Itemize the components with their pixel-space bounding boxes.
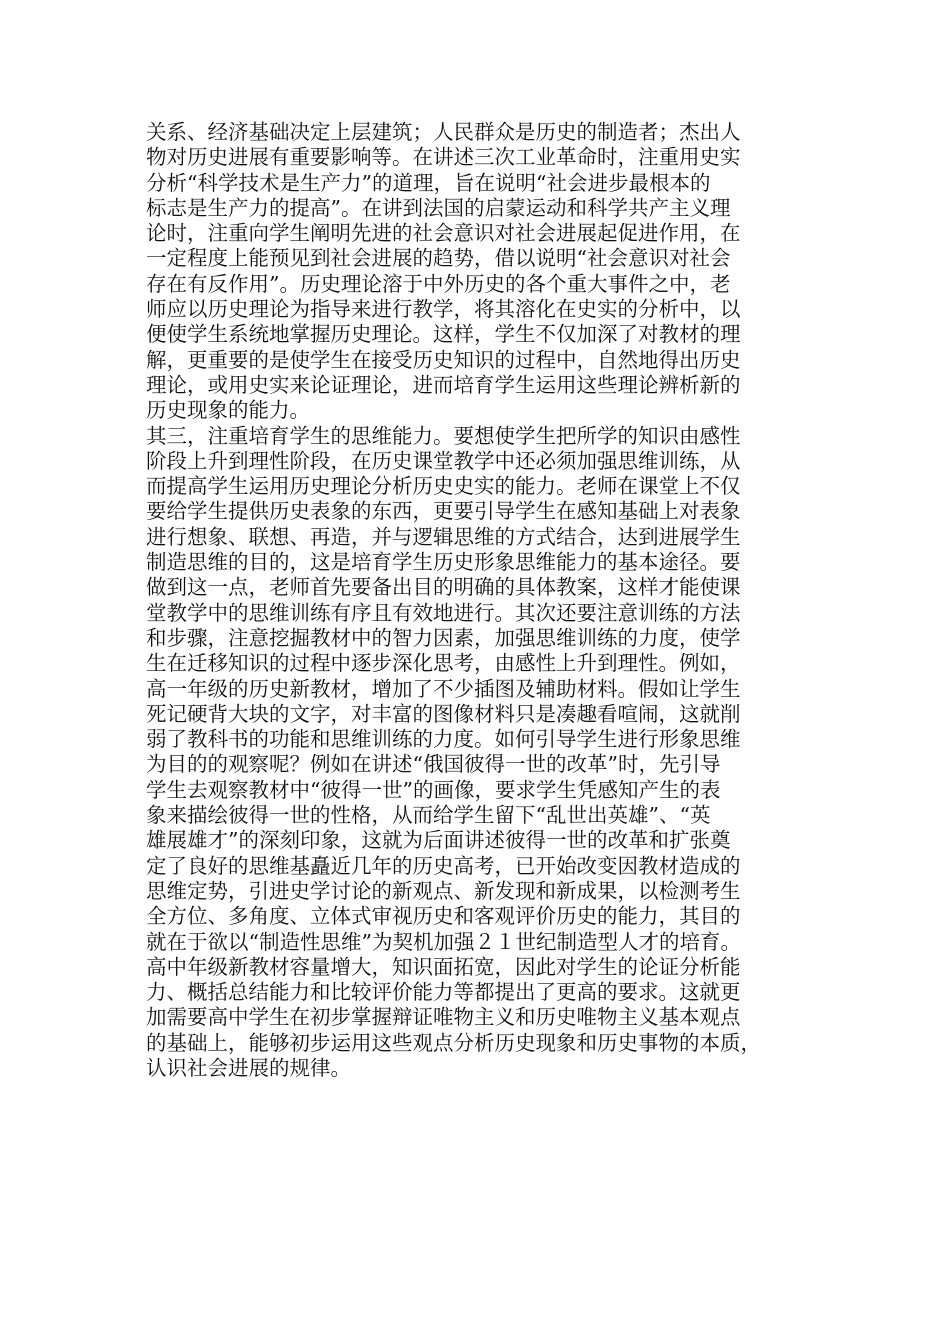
- text-line: 要给学生提供历史表象的东西，更要引导学生在感知基础上对表象: [146, 499, 741, 524]
- text-line: 加需要高中学生在初步掌握辩证唯物主义和历史唯物主义基本观点: [146, 1005, 741, 1030]
- text-line: 全方位、多角度、立体式审视历史和客观评价历史的能力，其目的: [146, 904, 741, 929]
- text-line: 学生去观察教材中“彼得一世”的画像，要求学生凭感知产生的表: [146, 777, 721, 802]
- text-line: 和步骤，注意挖掘教材中的智力因素，加强思维训练的力度，使学: [146, 625, 741, 650]
- text-line: 高一年级的历史新教材，增加了不少插图及辅助材料。假如让学生: [146, 676, 741, 701]
- text-line: 理论，或用史实来论证理论，进而培育学生运用这些理论辨析新的: [146, 372, 741, 397]
- text-line: 就在于欲以“制造性思维”为契机加强２１世纪制造型人才的培育。: [146, 929, 741, 954]
- text-line: 定了良好的思维基矗近几年的历史高考，已开始改变因教材造成的: [146, 853, 741, 878]
- text-line: 关系、经济基础决定上层建筑；人民群众是历史的制造者；杰出人: [146, 120, 741, 144]
- text-line: 生在迁移知识的过程中逐步深化思考，由感性上升到理性。例如，: [146, 651, 741, 676]
- text-line: 弱了教科书的功能和思维训练的力度。如何引导学生进行形象思维: [146, 727, 741, 752]
- text-line: 制造思维的目的，这是培育学生历史形象思维能力的基本途径。要: [146, 550, 741, 575]
- text-line: 力、概括总结能力和比较评价能力等都提出了更高的要求。这就更: [146, 980, 741, 1005]
- text-line: 师应以历史理论为指导来进行教学，将其溶化在史实的分析中，以: [146, 297, 741, 322]
- text-line: 思维定势，引进史学讨论的新观点、新发现和新成果，以检测考生: [146, 878, 741, 903]
- body-text: [146, 120, 808, 1081]
- text-line: 存在有反作用”。历史理论溶于中外历史的各个重大事件之中，老: [146, 271, 731, 296]
- text-line: 论时，注重向学生阐明先进的社会意识对社会进展起促进作用，在: [146, 221, 741, 246]
- text-line: 雄展雄才”的深刻印象，这就为后面讲述彼得一世的改革和扩张奠: [146, 828, 731, 853]
- text-line: 物对历史进展有重要影响等。在讲述三次工业革命时，注重用史实: [146, 145, 741, 170]
- text-line: 进行想象、联想、再造，并与逻辑思维的方式结合，达到进展学生: [146, 524, 741, 549]
- text-line: 高中年级新教材容量增大，知识面拓宽，因此对学生的论证分析能: [146, 954, 741, 979]
- text-line: 死记硬背大块的文字，对丰富的图像材料只是凑趣看喧闹，这就削: [146, 701, 741, 726]
- text-line: 分析“科学技术是生产力”的道理，旨在说明“社会进步最根本的: [146, 170, 711, 195]
- text-line: 而提高学生运用历史理论分析历史史实的能力。老师在课堂上不仅: [146, 474, 741, 499]
- text-line: 一定程度上能预见到社会进展的趋势，借以说明“社会意识对社会: [146, 246, 731, 271]
- text-line: 标志是生产力的提高”。在讲到法国的启蒙运动和科学共产主义理: [146, 195, 731, 220]
- text-line: 堂教学中的思维训练有序且有效地进行。其次还要注意训练的方法: [146, 600, 741, 625]
- text-line: 便使学生系统地掌握历史理论。这样，学生不仅加深了对教材的理: [146, 322, 741, 347]
- text-line: 为目的的观察呢？例如在讲述“俄国彼得一世的改革”时，先引导: [146, 752, 721, 777]
- text-line: 解，更重要的是使学生在接受历史知识的过程中，自然地得出历史: [146, 347, 741, 372]
- text-line: 阶段上升到理性阶段，在历史课堂教学中还必须加强思维训练，从: [146, 448, 741, 473]
- text-line: 象来描绘彼得一世的性格，从而给学生留下“乱世出英雄”、“英: [146, 803, 711, 828]
- text-line: 做到这一点，老师首先要备出目的明确的具体教案，这样才能使课: [146, 575, 741, 600]
- text-line: 认识社会进展的规律。: [146, 1055, 351, 1080]
- text-line: 其三，注重培育学生的思维能力。要想使学生把所学的知识由感性: [146, 423, 741, 448]
- text-line: 的基础上，能够初步运用这些观点分析历史现象和历史事物的本质，: [146, 1030, 761, 1055]
- text-line: 历史现象的能力。: [146, 398, 310, 423]
